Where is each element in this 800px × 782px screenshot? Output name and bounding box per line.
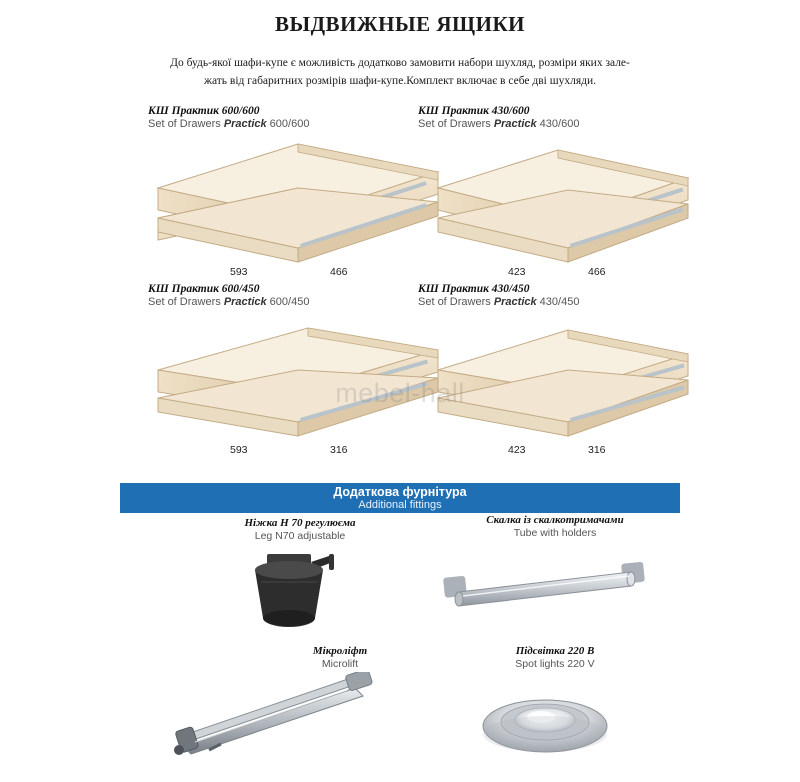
banner-title-en: Additional fittings bbox=[358, 499, 442, 512]
fitting-name-ua: Мікроліфт bbox=[312, 645, 368, 657]
fitting-name-ua: Скалка із скалкотримачами bbox=[486, 514, 624, 526]
drawer-title-en: Set of Drawers Practick 430/450 bbox=[418, 295, 580, 308]
dimension-depth: 316 bbox=[330, 443, 348, 456]
fitting-spotlight bbox=[430, 645, 680, 670]
page-title: ВЫДВИЖНЫЕ ЯЩИКИ bbox=[274, 12, 525, 36]
drawer-card bbox=[418, 283, 748, 458]
intro-line-2: жать від габаритних розмірів шафи-купе.Комплект включає в себе дві шухляди. bbox=[204, 74, 596, 87]
fitting-name-en: Leg N70 adjustable bbox=[254, 530, 346, 542]
dimension-row bbox=[418, 444, 748, 462]
dimension-width: 593 bbox=[230, 265, 248, 278]
drawer-illustration bbox=[418, 314, 748, 444]
fitting-name-en: Spot lights 220 V bbox=[515, 658, 595, 670]
fitting-tube bbox=[420, 514, 690, 539]
fitting-leg bbox=[175, 517, 425, 542]
leg-illustration bbox=[225, 548, 375, 643]
banner-title-ua: Додаткова фурнітура bbox=[333, 485, 467, 499]
dimension-width: 423 bbox=[508, 265, 526, 278]
fitting-microlift bbox=[245, 645, 435, 670]
tube-illustration bbox=[435, 552, 665, 627]
intro-text bbox=[150, 55, 650, 91]
fitting-name-en: Microlift bbox=[321, 658, 359, 670]
drawer-card bbox=[418, 105, 748, 280]
dimension-width: 423 bbox=[508, 443, 526, 456]
dimension-depth: 466 bbox=[330, 265, 348, 278]
drawer-title-en: Set of Drawers Practick 600/450 bbox=[148, 295, 310, 308]
drawer-title-ua: КШ Практик 430/600 bbox=[418, 104, 530, 117]
microlift-illustration bbox=[165, 672, 385, 777]
drawer-title-en: Set of Drawers Practick 430/600 bbox=[418, 117, 580, 130]
additional-fittings-banner bbox=[120, 483, 680, 513]
fitting-name-ua: Ніжка Н 70 регулюєма bbox=[244, 517, 356, 529]
drawer-title-ua: КШ Практик 600/450 bbox=[148, 282, 260, 295]
watermark: mebel-hall bbox=[335, 378, 465, 408]
fitting-name-en: Tube with holders bbox=[513, 527, 597, 539]
dimension-row bbox=[418, 266, 748, 284]
drawer-title-en: Set of Drawers Practick 600/600 bbox=[148, 117, 310, 130]
drawer-title-ua: КШ Практик 600/600 bbox=[148, 104, 260, 117]
dimension-width: 593 bbox=[230, 443, 248, 456]
fitting-name-ua: Підсвітка 220 В bbox=[515, 645, 595, 657]
dimension-depth: 466 bbox=[588, 265, 606, 278]
drawer-illustration bbox=[418, 136, 748, 266]
drawer-title-ua: КШ Практик 430/450 bbox=[418, 282, 530, 295]
dimension-depth: 316 bbox=[588, 443, 606, 456]
intro-line-1: До будь-якої шафи-купе є можливість додатково замовити набори шухляд, розміри яких зале- bbox=[170, 57, 630, 69]
spotlight-illustration bbox=[455, 678, 635, 773]
